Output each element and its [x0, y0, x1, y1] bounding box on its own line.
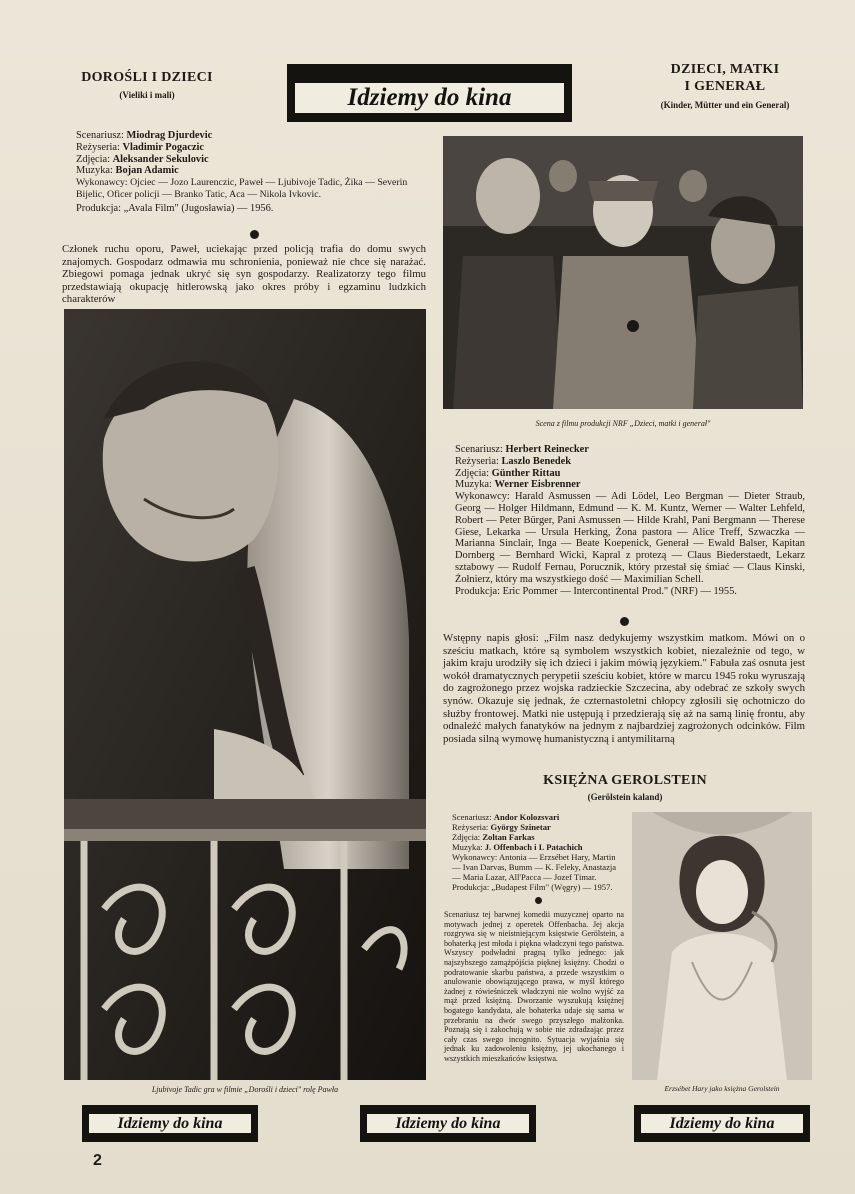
separator-dot [250, 230, 259, 239]
film3-cast: Wykonawcy: Antonia — Erzsébet Hary, Martin — Ivan Darvas, Bumm — K. Feleky, Anastazja — Maria Lazar, All'Pacca — Jozef Timar. [452, 852, 617, 882]
film3-credit-row: Zdjęcia: Zoltan Farkas [452, 832, 535, 842]
bottom-center-banner-text: Idziemy do kina [367, 1114, 529, 1133]
bottom-left-banner [82, 1105, 258, 1142]
film1-title: DOROŚLI I DZIECI [81, 70, 213, 85]
film2-cast: Wykonawcy: Harald Asmussen — Adi Lödel, Leo Bergman — Dieter Straub, Georg — Holger Hildmann, Edmund — K. M. Kuntz, Werner — Walter Lehfeld, Robert — Peter Bürger, Pani Asmussen — Hilde Krahl, Pani Bergmann — Therese Giese, Lekarka — Ursula Herking, Żona pastora — Alice Treff, Szwaczka — Marianna Sinclair, Inga — Beate Koepenick, Generał — Ewald Balser, Kapitan Dornberg — Bernhard Wicki, Kapral z protezą — Claus Biederstaedt, Lekarz sztabowy — Rudolf Fernau, Porucznik, który przestał się śmiać — Claus Kinski, Żołnierz, który ma wszystkiego dość — Maximilian Schell. [455, 491, 805, 585]
film2-title-line1: DZIECI, MATKI [670, 62, 780, 77]
film2-caption: Scena z filmu produkcji NRF „Dzieci, matki i generał" [535, 419, 711, 428]
film1-credits [76, 130, 421, 215]
film2-photo [443, 136, 803, 409]
film3-photo [632, 812, 812, 1080]
film3-production: Produkcja: „Budapest Film" (Węgry) — 1957. [452, 882, 613, 892]
film2-credit-row: Scenariusz: Herbert Reinecker [455, 444, 589, 455]
separator-dot [620, 617, 629, 626]
film1-synopsis: Członek ruchu oporu, Paweł, uciekając przed policją trafia do domu swych znajomych. Gospodarz odmawia mu schronienia, ponieważ nie chce się narażać. Zbiegowi pomaga jednak ukryć się syn gospodarzy. Realizatorzy tego filmu przedstawiają okupację hitlerowską jako okres próby i egzaminu ludzkich charakterów [62, 243, 426, 306]
film3-title: KSIĘŻNA GEROLSTEIN [543, 773, 707, 788]
bottom-left-banner-text: Idziemy do kina [89, 1114, 251, 1133]
film2-title-line2: I GENERAŁ [684, 79, 766, 94]
soldiers-scene-illustration [443, 136, 803, 409]
film2-credit-row: Muzyka: Werner Eisbrenner [455, 479, 581, 491]
film1-credit-row: Scenariusz: Miodrag Djurdevic [76, 130, 213, 141]
separator-dot [535, 897, 542, 904]
film2-credit-row: Reżyseria: Laszlo Benedek [455, 455, 572, 467]
man-on-balcony-illustration [64, 309, 426, 1080]
film3-credits [452, 812, 622, 892]
film3-credit-row: Muzyka: J. Offenbach i I. Patachich [452, 842, 583, 852]
film2-synopsis: Wstępny napis głosi: „Film nasz dedykujemy wszystkim matkom. Mówi on o sześciu matkach, które są symbolem wszystkich kobiet, niezależnie od tego, w jakim kraju urodziły się ich dzieci i jakim mówią językiem." Fabuła zaś osnuta jest wokół dramatycznych perypetii sześciu kobiet, które w marcu 1945 roku wyruszają do zagrożonego przez wojska radzieckie Szczecina, aby odebrać ze szkoły swych synów. Okazuje się jednak, że czternastoletni chłopcy zgłosili się ochotniczo do służby frontowej. Matki nie ustępują i przedzierają się aż na samą linię frontu, aby odnaleźć małych fanatyków na jednym z najbardziej zagrożonych odcinków. Film posiada silną wymowę humanistyczną i antymilitarną [443, 632, 805, 745]
film3-subtitle: (Gerölstein kaland) [587, 792, 663, 802]
bottom-right-banner-text: Idziemy do kina [641, 1114, 803, 1133]
bottom-right-banner [634, 1105, 810, 1142]
film1-credit-row: Muzyka: Bojan Adamic [76, 165, 179, 177]
film1-cast: Wykonawcy: Ojciec — Jozo Laurenczic, Paweł — Ljubivoje Tadic, Żika — Severin Bijelic, Oficer policji — Branko Tatic, Aca — Nikola Ivkovic. [76, 177, 408, 200]
film1-photo [64, 309, 426, 1080]
film1-subtitle: (Vieliki i mali) [119, 90, 175, 100]
princess-portrait-illustration [632, 812, 812, 1080]
film2-subtitle: (Kinder, Mütter und ein General) [660, 100, 790, 110]
film1-caption: Ljubivoje Tadic gra w filmie „Dorośli i dzieci" rolę Pawła [151, 1085, 339, 1094]
bottom-center-banner [360, 1105, 536, 1142]
film1-credit-row: Zdjęcia: Aleksander Sekulovic [76, 153, 209, 165]
film3-credit-row: Scenariusz: Andor Kolozsvari [452, 812, 560, 822]
film3-credit-row: Reżyseria: György Szinetar [452, 822, 551, 832]
film3-synopsis: Scenariusz tej barwnej komedii muzycznej oparto na motywach jednej z operetek Offenbacha. Jej akcja rozgrywa się w nieistniejącym księstwie Gerölstein, a bohaterką jest młoda i piękna władczyni tego państwa. Wszyscy podwładni pragną tylko jednego: jak najszybszego zamążpójścia pięknej księżny. Chodzi o podratowanie skarbu państwa, a przede wszystkim o anulowanie obowiązującego prawa, w myśl którego żadnej z rówieśniczek władczyni nie wolno wyjść za mąż przed księżną. Dworzanie wyszukują księżnej bogatego kandydata, ale bohaterka udaje się sama w przebraniu na dwór swego przyszłego małżonka. Poznają się i zakochują w sobie nie zdradzając przez cały czas swego incognito. Sytuacja wyjaśnia się jednak ku zadowoleniu księżny, jej ukochanego i wszystkich mieszkańców księstwa. [444, 910, 624, 1063]
film2-credits [455, 444, 805, 597]
top-banner-text: Idziemy do kina [295, 83, 564, 113]
film2-credit-row: Zdjęcia: Günther Rittau [455, 467, 561, 479]
page-number: 2 [93, 1152, 102, 1169]
top-banner [287, 64, 572, 122]
film1-production: Produkcja: „Avala Film" (Jugosławia) — 1956. [76, 202, 274, 214]
film3-caption: Erzsébet Hary jako księżna Gerolstein [664, 1084, 780, 1093]
film2-production: Produkcja: Eric Pommer — Intercontinental Prod." (NRF) — 1955. [455, 585, 737, 597]
film1-credit-row: Reżyseria: Vladimir Pogaczic [76, 141, 204, 153]
